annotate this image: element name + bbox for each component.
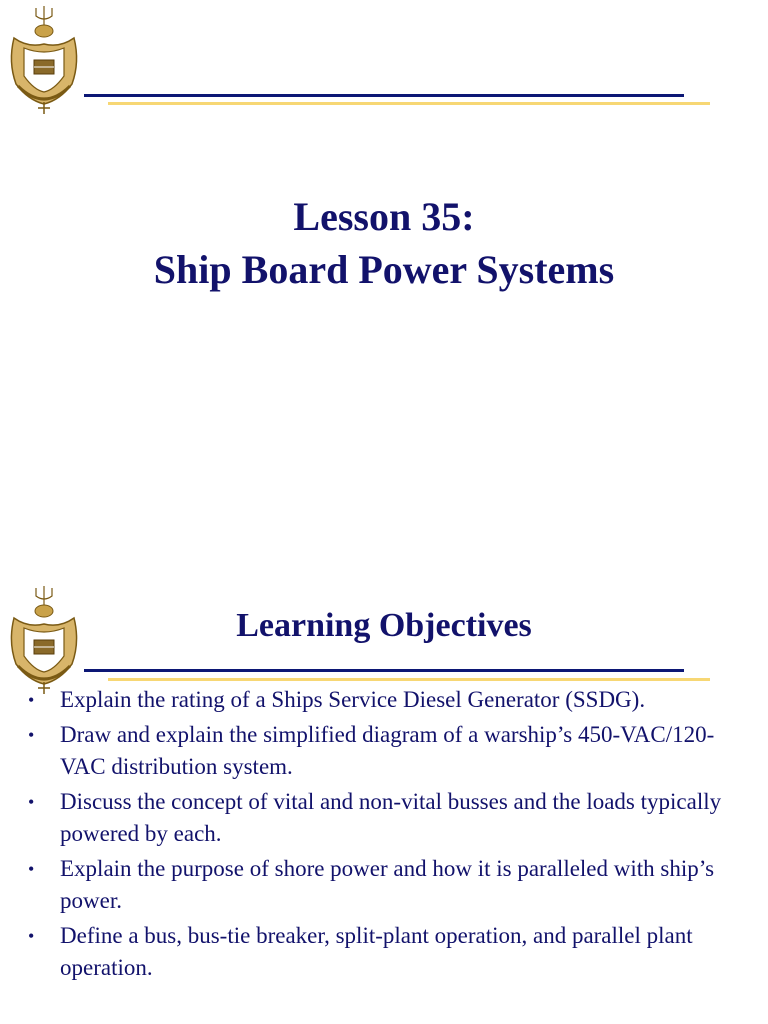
lesson-title — [0, 190, 768, 296]
slide-title: Learning Objectives — [236, 607, 532, 644]
slide-2 — [0, 512, 768, 1024]
bullet-icon: • — [28, 792, 35, 812]
list-item — [28, 786, 728, 850]
naval-academy-crest-icon — [4, 4, 84, 116]
list-item — [28, 719, 728, 783]
bullet-text: Discuss the concept of vital and non-vital busses and the loads typically powered by each. — [60, 789, 722, 846]
bullet-icon: • — [28, 725, 35, 745]
title-rule-navy — [84, 94, 684, 97]
title-rule-gold — [108, 678, 710, 681]
bullet-icon: • — [28, 859, 35, 879]
list-item — [28, 853, 728, 917]
bullet-text: Draw and explain the simplified diagram of a warship’s 450-VAC/120-VAC distribution system. — [60, 722, 715, 779]
list-item — [28, 920, 728, 984]
title-rule-navy — [84, 669, 684, 672]
bullet-text: Define a bus, bus-tie breaker, split-plant operation, and parallel plant operation. — [60, 923, 693, 980]
bullet-text: Explain the rating of a Ships Service Diesel Generator (SSDG). — [60, 687, 646, 712]
list-item — [28, 684, 728, 716]
lesson-title-line-1: Lesson 35: — [293, 194, 475, 239]
objectives-list — [28, 684, 728, 987]
bullet-text: Explain the purpose of shore power and how it is paralleled with ship’s power. — [60, 856, 715, 913]
bullet-icon: • — [28, 690, 35, 710]
lesson-title-line-2: Ship Board Power Systems — [153, 247, 615, 292]
bullet-icon: • — [28, 926, 35, 946]
title-rule-gold — [108, 102, 710, 105]
